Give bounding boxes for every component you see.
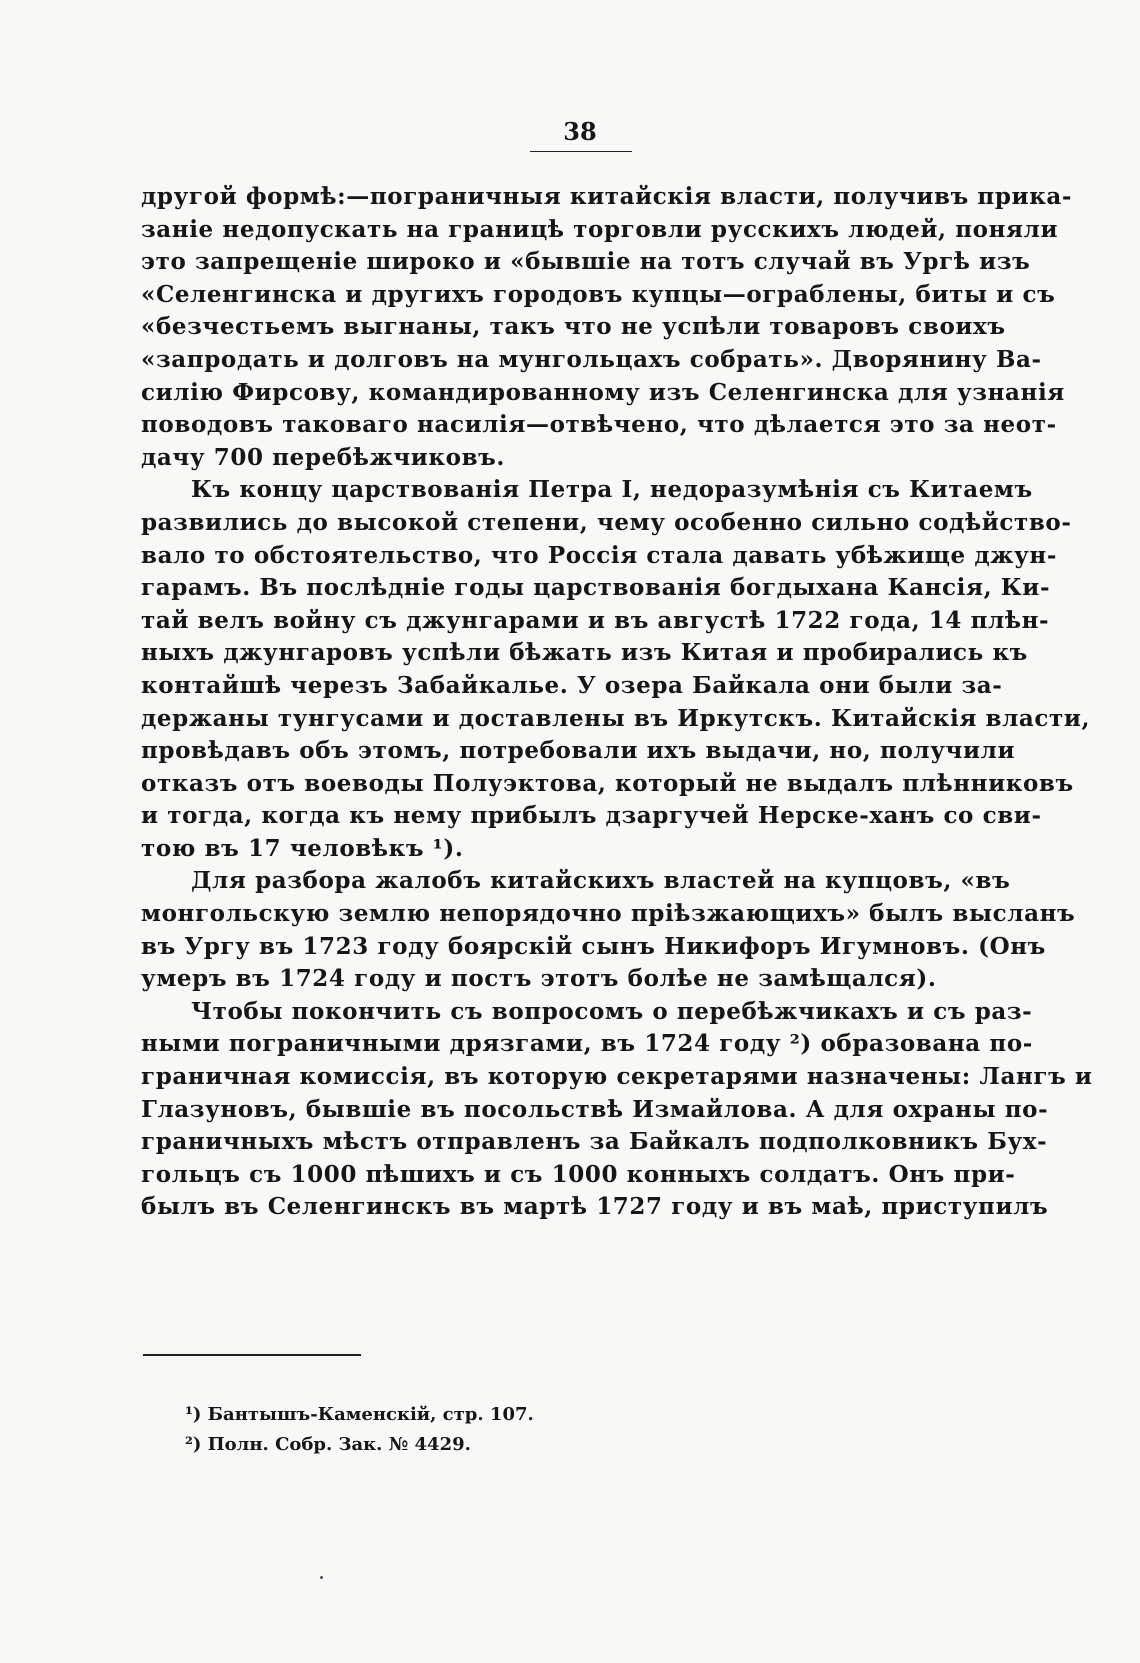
footnotes [185, 1400, 885, 1460]
text-line: поводовъ таковаго насилія—отвѣчено, что дѣлается это за неот- [141, 411, 1057, 439]
text-line: «запродать и долговъ на мунгольцахъ собрать». Дворянину Ва- [141, 345, 1042, 373]
text-line: другой формѣ:—пограничныя китайскія власти, получивъ прика- [141, 183, 1073, 210]
page-number-rule [530, 151, 632, 152]
body-text [141, 181, 1093, 1224]
text-line: и тогда, когда къ нему прибылъ дзаргучей Нерске-ханъ со сви- [141, 802, 1042, 830]
text-line: ныхъ джунгаровъ успѣли бѣжать изъ Китая и пробирались къ [141, 639, 1028, 667]
page-number: 38 [563, 117, 597, 146]
text-line: заніе недопускать на границѣ торговли русскихъ людей, поняли [141, 215, 1059, 243]
text-line: Глазуновъ, бывшіе въ посольствѣ Измайлова. А для охраны по- [141, 1095, 1049, 1123]
text-line: тою въ 17 человѣкъ ¹). [141, 834, 464, 862]
text-line: держаны тунгусами и доставлены въ Иркутскъ. Китайскія власти, [141, 704, 1091, 732]
text-line: «Селенгинска и другихъ городовъ купцы—ограблены, биты и съ [141, 280, 1056, 308]
text-line: это запрещеніе широко и «бывшіе на тотъ случай въ Ургѣ изъ [141, 248, 1031, 276]
text-line: граничная комиссія, въ которую секретарями назначены: Лангъ и [141, 1063, 1093, 1091]
text-line: отказъ отъ воеводы Полуэктова, который не выдалъ плѣнниковъ [141, 769, 1074, 797]
text-line: ными пограничными дрязгами, въ 1724 году ²) образована по- [141, 1030, 1033, 1058]
text-line: монгольскую землю непорядочно пріѣзжающихъ» былъ высланъ [141, 900, 1076, 928]
text-line: Для разбора жалобъ китайскихъ властей на купцовъ, «въ [191, 867, 1011, 895]
text-line: былъ въ Селенгинскъ въ мартѣ 1727 году и въ маѣ, приступилъ [141, 1193, 1049, 1221]
footnote: ¹) Бантышъ-Каменскій, стр. 107. [185, 1404, 534, 1425]
scan-speck [320, 1576, 323, 1579]
text-line: умеръ въ 1724 году и постъ этотъ болѣе не замѣщался). [141, 965, 937, 993]
text-line: гольцъ съ 1000 пѣшихъ и съ 1000 конныхъ солдатъ. Онъ при- [141, 1160, 1016, 1188]
text-line: гарамъ. Въ послѣдніе годы царствованія богдыхана Кансія, Ки- [141, 574, 1051, 602]
text-line: граничныхъ мѣстъ отправленъ за Байкалъ подполковникъ Бух- [141, 1128, 1048, 1156]
footnote-rule [143, 1354, 361, 1356]
text-line: въ Ургу въ 1723 году боярскій сынъ Никифоръ Игумновъ. (Онъ [141, 932, 1046, 960]
text-line: контайшѣ черезъ Забайкалье. У озера Байкала они были за- [141, 671, 1003, 699]
text-line: развились до высокой степени, чему особенно сильно содѣйство- [141, 508, 1072, 536]
text-line: дачу 700 перебѣжчиковъ. [141, 443, 506, 471]
footnote: ²) Полн. Собр. Зак. № 4429. [185, 1434, 471, 1455]
text-line: провѣдавъ объ этомъ, потребовали ихъ выдачи, но, получили [141, 737, 1016, 765]
text-line: силію Фирсову, командированному изъ Селенгинска для узнанія [141, 378, 1065, 406]
text-line: тай велъ войну съ джунгарами и въ августѣ 1722 года, 14 плѣн- [141, 606, 1050, 634]
text-line: вало то обстоятельство, что Россія стала давать убѣжище джун- [141, 541, 1058, 569]
text-line: Чтобы покончить съ вопросомъ о перебѣжчикахъ и съ раз- [191, 997, 1033, 1025]
text-line: Къ концу царствованія Петра I, недоразумѣнія съ Китаемъ [191, 476, 1033, 504]
text-line: «безчестьемъ выгнаны, такъ что не успѣли товаровъ своихъ [141, 313, 1006, 341]
